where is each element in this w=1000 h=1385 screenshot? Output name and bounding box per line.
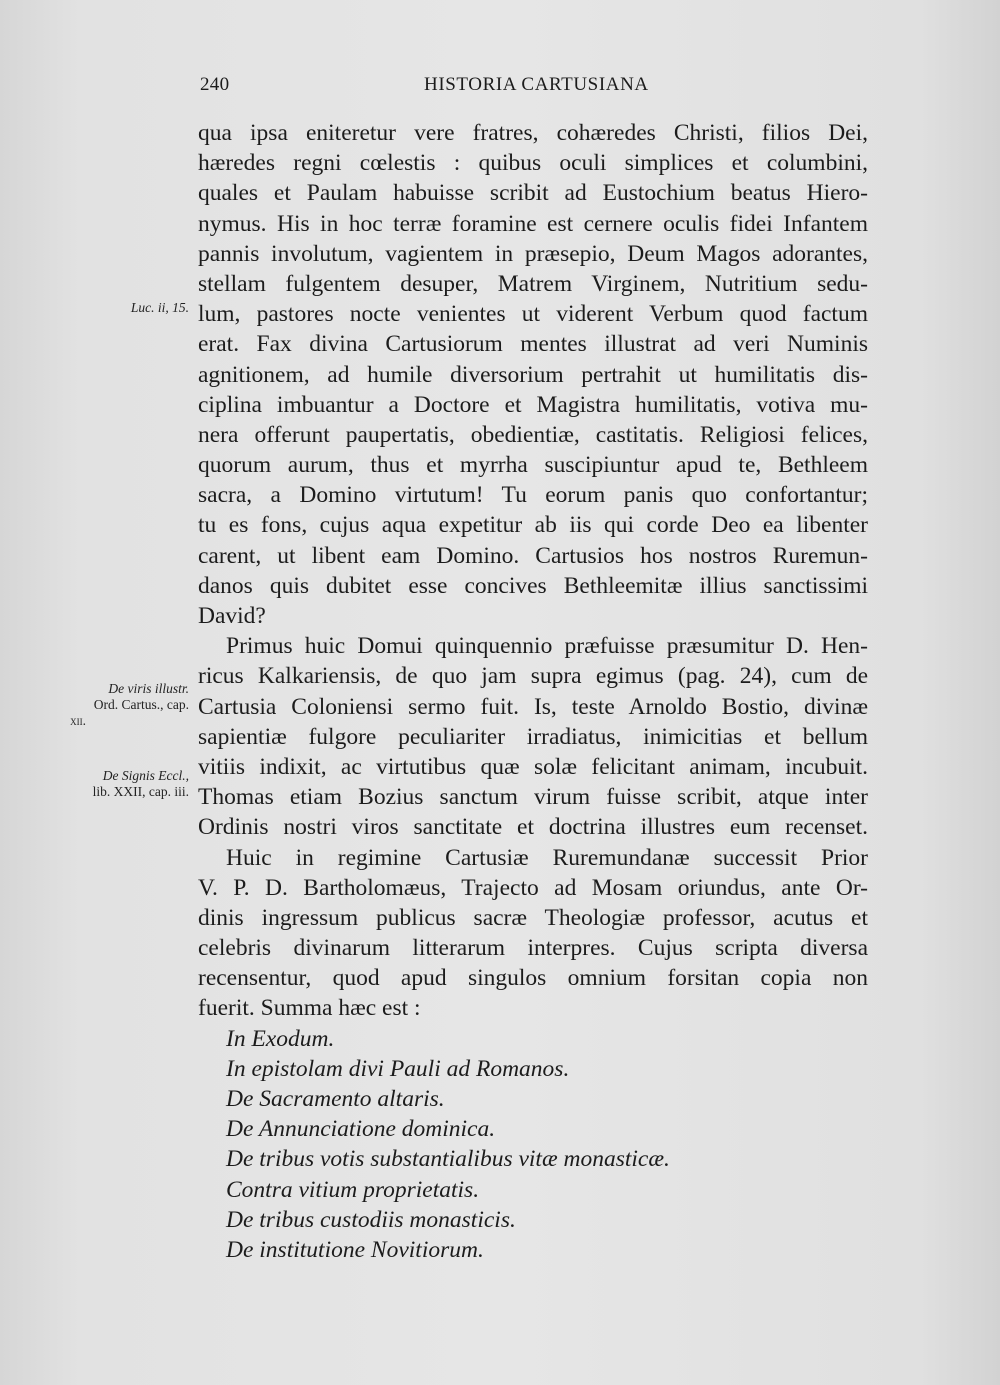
text-line: ricus Kalkariensis, de quo jam supra egimus (pag. 24), cum de: [198, 663, 868, 690]
margin-note-de-signis: [54, 768, 189, 800]
text-line: carent, ut libent eam Domino. Cartusios hos nostros Ruremun-: [198, 542, 868, 569]
margin-note-line: Ord. Cartus., cap.: [93, 697, 189, 712]
text-line: quorum aurum, thus et myrrha suscipiuntur apud te, Bethleem: [198, 452, 868, 479]
work-title: De tribus votis substantialibus vitæ monasticæ.: [226, 1146, 670, 1173]
margin-note-line: Luc. ii, 15.: [130, 300, 189, 315]
text-line: nymus. His in hoc terræ foramine est cernere oculis fidei Infantem: [198, 210, 868, 237]
text-line: vitiis indixit, ac virtutibus quæ solæ felicitant animam, incubuit.: [198, 753, 868, 780]
work-title: De tribus custodiis monasticis.: [226, 1206, 516, 1233]
text-line: tu es fons, cujus aqua expetitur ab iis qui corde Deo ea libenter: [198, 512, 868, 539]
margin-note-luc: [54, 300, 189, 316]
text-line: V. P. D. Bartholomæus, Trajecto ad Mosam oriundus, ante Or-: [198, 874, 868, 901]
text-line: recensentur, quod apud singulos omnium forsitan copia non: [198, 965, 868, 992]
text-line: danos quis dubitet esse concives Bethleemitæ illius sanctissimi: [198, 572, 868, 599]
margin-note-line: De Signis Eccl.,: [102, 768, 189, 783]
text-line: stellam fulgentem desuper, Matrem Virginem, Nutritium sedu-: [198, 270, 868, 297]
text-line: celebris divinarum litterarum interpres. Cujus scripta diversa: [198, 935, 868, 962]
text-line: pannis involutum, vagientem in præsepio, Deum Magos adorantes,: [198, 240, 868, 267]
text-line: David?: [198, 603, 266, 629]
text-line: fuerit. Summa hæc est :: [198, 995, 421, 1022]
margin-note-de-viris: [54, 681, 189, 729]
text-line: qua ipsa eniteretur vere fratres, cohæredes Christi, filios Dei,: [198, 120, 868, 146]
running-title: HISTORIA CARTUSIANA: [424, 74, 649, 95]
text-line: erat. Fax divina Cartusiorum mentes illustrat ad veri Numinis: [198, 331, 868, 358]
work-title: De institutione Novitiorum.: [226, 1236, 484, 1263]
text-line: quales et Paulam habuisse scribit ad Eustochium beatus Hiero-: [198, 180, 868, 207]
text-line: sapientiæ fulgore peculiariter irradiatus, inimicitias et bellum: [198, 723, 868, 750]
page-number: 240: [200, 74, 230, 95]
work-title: De Annunciatione dominica.: [226, 1116, 496, 1143]
work-title: Contra vitium proprietatis.: [226, 1176, 480, 1203]
text-line: Thomas etiam Bozius sanctum virum fuisse scribit, atque inter: [198, 784, 868, 811]
main-text: [198, 118, 868, 1265]
text-line: Huic in regimine Cartusiæ Ruremundanæ successit Prior: [226, 844, 868, 871]
text-line: sacra, a Domino virtutum! Tu eorum panis quo confortantur;: [198, 482, 868, 509]
text-line: nera offerunt paupertatis, obedientiæ, castitatis. Religiosi felices,: [198, 421, 868, 448]
text-line: agnitionem, ad humile diversorium pertrahit ut humilitatis dis-: [198, 361, 868, 388]
text-line: ciplina imbuantur a Doctore et Magistra humilitatis, votiva mu-: [198, 391, 868, 418]
text-line: Cartusia Coloniensi sermo fuit. Is, teste Arnoldo Bostio, divinæ: [198, 693, 868, 720]
text-line: lum, pastores nocte venientes ut viderent Verbum quod factum: [198, 301, 868, 328]
margin-note-line: lib. XXII, cap. iii.: [92, 784, 189, 799]
work-title: In epistolam divi Pauli ad Romanos.: [226, 1055, 570, 1082]
text-line: Primus huic Domui quinquennio præfuisse præsumitur D. Hen-: [226, 633, 868, 660]
text-line: hæredes regni cœlestis : quibus oculi simplices et columbini,: [198, 150, 868, 177]
text-line: dinis ingressum publicus sacræ Theologiæ professor, acutus et: [198, 904, 868, 931]
margin-note-line: De viris illustr.: [108, 681, 189, 696]
text-line: Ordinis nostri viros sanctitate et doctrina illustres eum recenset.: [198, 814, 868, 841]
work-title: De Sacramento altaris.: [226, 1086, 445, 1112]
margin-note-line: xii.: [70, 713, 86, 728]
work-title: In Exodum.: [226, 1025, 335, 1052]
running-head: [200, 74, 880, 100]
